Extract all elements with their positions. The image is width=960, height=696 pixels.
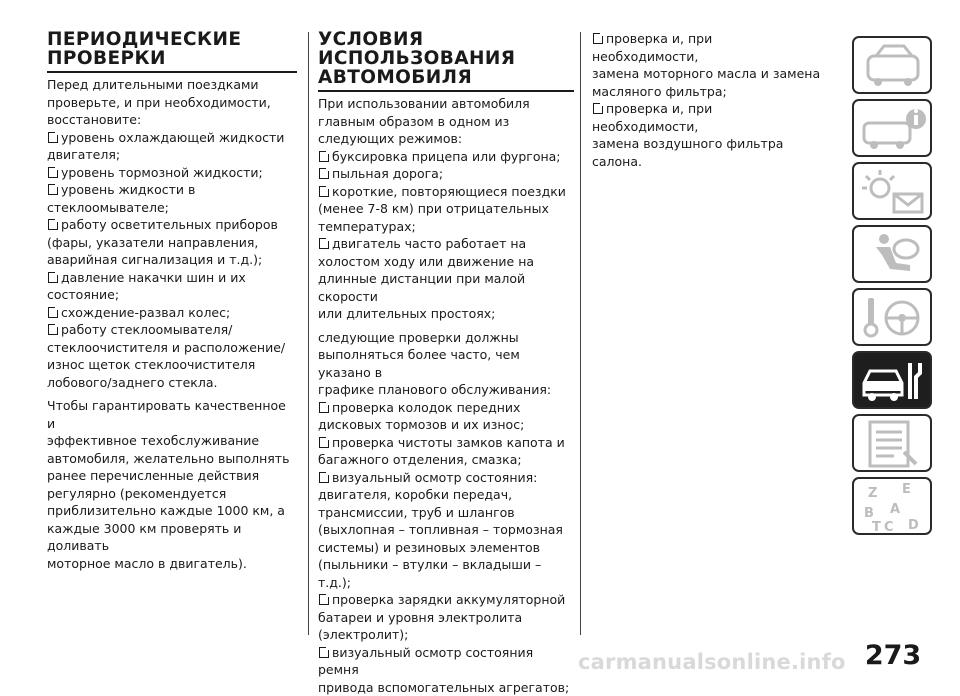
column-usage-conditions <box>318 30 574 696</box>
checkbox-bullet-icon <box>319 437 329 448</box>
checkbox-bullet-icon <box>48 219 58 230</box>
car-dashboard-icon <box>854 38 930 92</box>
svg-text:E: E <box>902 482 911 497</box>
chapter-tab-8[interactable] <box>852 477 932 535</box>
checklist <box>47 129 297 392</box>
watermark: carmanualsonline.info <box>578 650 846 674</box>
chapter-tab-6[interactable] <box>852 351 932 409</box>
checklist-item: уровень тормозной жидкости; <box>47 164 297 182</box>
usage-modes-list <box>318 148 574 323</box>
frequent-checks-paragraph: следующие проверки должны выполняться более часто, чем указано в графике планового обслуживания: <box>318 329 574 399</box>
alphabet-index-icon <box>854 479 930 533</box>
svg-text:T: T <box>872 520 881 533</box>
checkbox-bullet-icon <box>48 324 58 335</box>
checklist-item: визуальный осмотр состояния: двигателя, коробки передач, трансмиссии, труб и шлангов (выхлопная – топливная – тормозная системы) и резиновых элементов (пыльники – втулки – вкладыши – т.д.); <box>318 469 574 592</box>
intro-paragraph: Перед длительными поездками проверьте, и при необходимости, восстановите: <box>47 76 297 129</box>
car-service-tools-icon <box>854 353 930 407</box>
section-heading-periodic-checks: ПЕРИОДИЧЕСКИЕ ПРОВЕРКИ <box>47 30 297 73</box>
checkbox-bullet-icon <box>319 238 329 249</box>
checkbox-bullet-icon <box>319 168 329 179</box>
checkbox-bullet-icon <box>319 594 329 605</box>
checklist-item: уровень жидкости в стеклоомывателе; <box>47 181 297 216</box>
index-list-icon <box>854 416 930 470</box>
chapter-tab-1[interactable] <box>852 36 932 94</box>
column-divider <box>580 32 581 635</box>
checkbox-bullet-icon <box>593 33 603 44</box>
svg-text:D: D <box>908 518 919 533</box>
checkbox-bullet-icon <box>48 132 58 143</box>
chapter-tab-5[interactable] <box>852 288 932 346</box>
checklist-item: короткие, повторяющиеся поездки (менее 7-8 км) при отрицательных температурах; <box>318 183 574 236</box>
checkbox-bullet-icon <box>319 647 329 658</box>
maintenance-paragraph: Чтобы гарантировать качественное и эффективное техобслуживание автомобиля, желательно выполнять ранее перечисленные действия регулярно (рекомендуется приблизительно каждые 1000 км, а каждые 3000 км проверять и доливать моторное масло в двигатель). <box>47 397 297 572</box>
chapter-tab-2[interactable] <box>852 99 932 157</box>
chapter-tabs <box>852 36 936 540</box>
checkbox-bullet-icon <box>593 103 603 114</box>
checklist-item: работу стеклоомывателя/ стеклоочистителя и расположение/ износ щеток стеклоочистителя лобового/заднего стекла. <box>47 321 297 391</box>
checklist-item: визуальный осмотр состояния ремня привода вспомогательных агрегатов; <box>318 644 574 696</box>
usage-intro-paragraph: При использовании автомобиля главным образом в одном из следующих режимов: <box>318 95 574 148</box>
checklist-item: буксировка прицепа или фургона; <box>318 148 574 166</box>
checklist-item: проверка чистоты замков капота и багажного отделения, смазка; <box>318 434 574 469</box>
steering-key-icon <box>854 290 930 344</box>
checklist-item: схождение-развал колес; <box>47 304 297 322</box>
checkbox-bullet-icon <box>319 472 329 483</box>
continued-checks-list <box>592 30 822 170</box>
car-info-icon <box>854 101 930 155</box>
column-continued <box>592 30 822 170</box>
checklist-item: работу осветительных приборов (фары, указатели направления, аварийная сигнализация и т.д.); <box>47 216 297 269</box>
svg-text:B: B <box>864 506 874 521</box>
warning-light-message-icon <box>854 164 930 218</box>
checklist-item: проверка колодок передних дисковых тормозов и их износ; <box>318 399 574 434</box>
checkbox-bullet-icon <box>319 151 329 162</box>
chapter-tab-4[interactable] <box>852 225 932 283</box>
svg-text:Z: Z <box>868 486 877 501</box>
section-heading-usage-conditions: УСЛОВИЯ ИСПОЛЬЗОВАНИЯ АВТОМОБИЛЯ <box>318 30 574 92</box>
checklist-item: давление накачки шин и их состояние; <box>47 269 297 304</box>
chapter-tab-7[interactable] <box>852 414 932 472</box>
airbag-safety-icon <box>854 227 930 281</box>
svg-text:A: A <box>890 502 900 517</box>
column-divider <box>308 32 309 635</box>
frequent-checks-list <box>318 399 574 696</box>
checkbox-bullet-icon <box>48 307 58 318</box>
checkbox-bullet-icon <box>48 272 58 283</box>
checklist-item: двигатель часто работает на холостом ходу или движение на длинные дистанции при малой скорости или длительных простоях; <box>318 235 574 323</box>
checklist-item: проверка и, при необходимости, замена воздушного фильтра салона. <box>592 100 822 170</box>
column-periodic-checks <box>47 30 297 572</box>
checkbox-bullet-icon <box>319 186 329 197</box>
checkbox-bullet-icon <box>48 184 58 195</box>
chapter-tab-3[interactable] <box>852 162 932 220</box>
checklist-item: уровень охлаждающей жидкости двигателя; <box>47 129 297 164</box>
checkbox-bullet-icon <box>319 402 329 413</box>
page-number: 273 <box>860 640 926 671</box>
svg-text:C: C <box>884 520 894 533</box>
checklist-item: проверка зарядки аккумуляторной батареи и уровня электролита (электролит); <box>318 591 574 644</box>
checkbox-bullet-icon <box>48 167 58 178</box>
checklist-item: проверка и, при необходимости, замена моторного масла и замена масляного фильтра; <box>592 30 822 100</box>
checklist-item: пыльная дорога; <box>318 165 574 183</box>
